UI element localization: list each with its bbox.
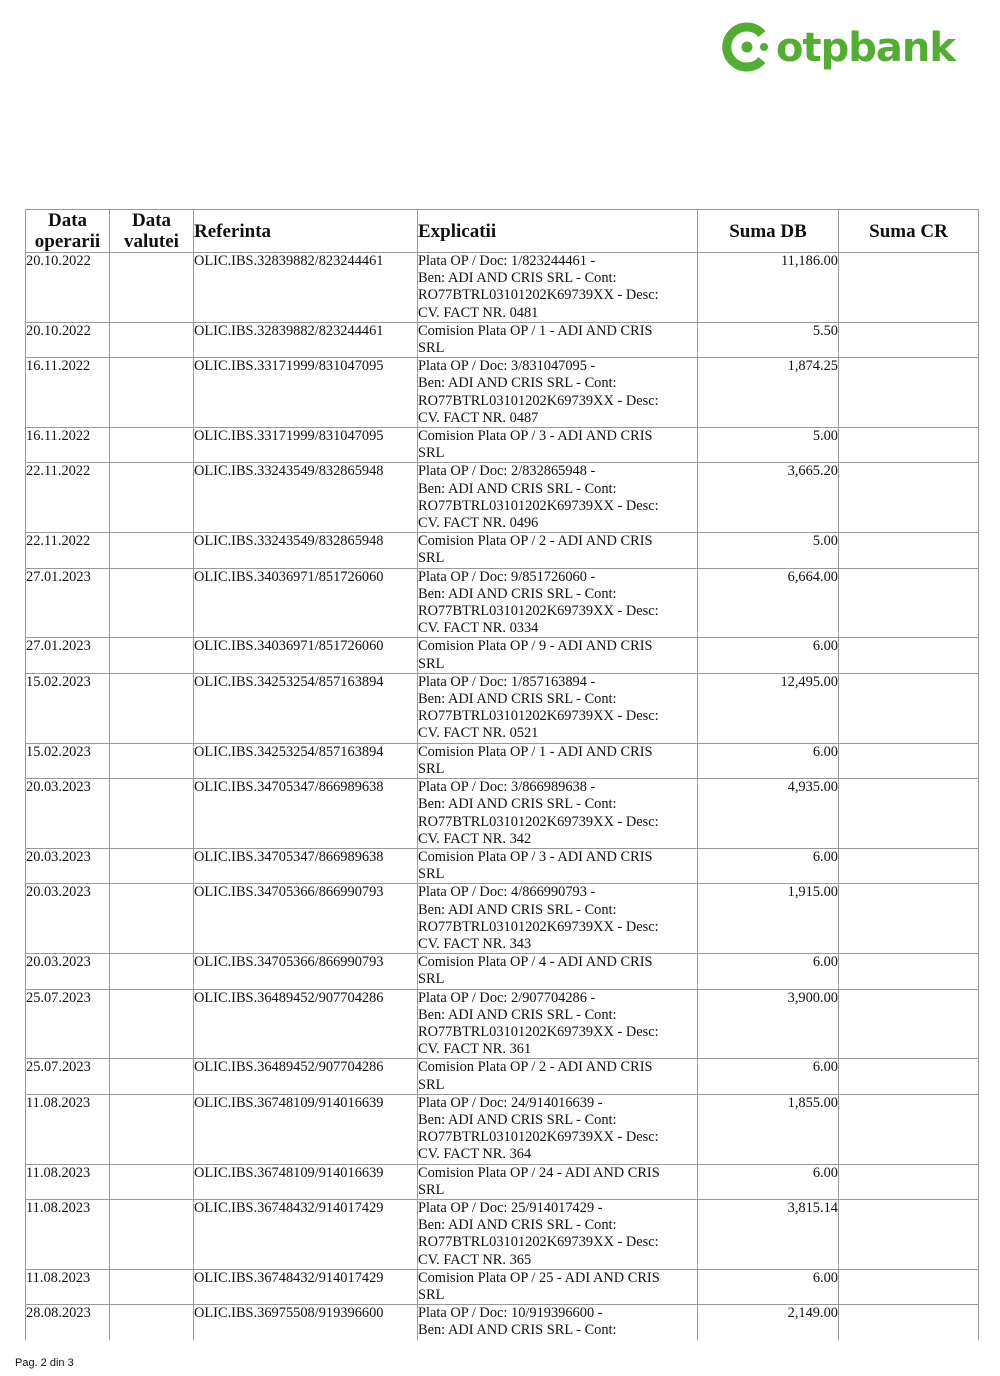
table-row: [26, 1164, 979, 1199]
explicatii-line: SRL: [418, 760, 445, 777]
cell-suma-db: 2,149.00: [698, 1305, 839, 1340]
cell-data-valutei: [110, 638, 194, 673]
table-row: [26, 1305, 979, 1340]
cell-suma-cr: [839, 884, 979, 954]
table-row: [26, 1094, 979, 1164]
explicatii-line: Comision Plata OP / 2 - ADI AND CRIS: [418, 533, 653, 550]
cell-data-valutei: [110, 1305, 194, 1340]
cell-suma-cr: [839, 463, 979, 533]
cell-data-valutei: [110, 322, 194, 357]
explicatii-line: Comision Plata OP / 4 - ADI AND CRIS: [418, 954, 653, 971]
explicatii-line: CV. FACT NR. 0496: [418, 515, 539, 532]
cell-referinta: OLIC.IBS.36489452/907704286: [194, 1059, 418, 1094]
cell-data-operarii: 27.01.2023: [26, 568, 110, 638]
explicatii-line: SRL: [418, 445, 445, 462]
cell-suma-db: 6.00: [698, 743, 839, 778]
cell-suma-db: 6.00: [698, 1269, 839, 1304]
cell-explicatii: [418, 743, 698, 778]
cell-data-operarii: 15.02.2023: [26, 673, 110, 743]
cell-referinta: OLIC.IBS.34036971/851726060: [194, 638, 418, 673]
cell-explicatii: [418, 884, 698, 954]
cell-referinta: OLIC.IBS.33171999/831047095: [194, 428, 418, 463]
explicatii-line: RO77BTRL03101202K69739XX - Desc:: [418, 603, 659, 620]
cell-data-valutei: [110, 673, 194, 743]
table-row: [26, 779, 979, 849]
cell-data-operarii: 11.08.2023: [26, 1164, 110, 1199]
page-number: Pag. 2 din 3: [15, 1357, 74, 1369]
cell-suma-db: 6.00: [698, 954, 839, 989]
explicatii-line: Ben: ADI AND CRIS SRL - Cont:: [418, 1322, 617, 1339]
explicatii-line: RO77BTRL03101202K69739XX - Desc:: [418, 1234, 659, 1251]
explicatii-line: CV. FACT NR. 365: [418, 1251, 532, 1268]
cell-explicatii: [418, 1269, 698, 1304]
cell-suma-db: 5.50: [698, 322, 839, 357]
cell-data-operarii: 20.03.2023: [26, 954, 110, 989]
table-row: [26, 884, 979, 954]
cell-data-operarii: 15.02.2023: [26, 743, 110, 778]
table-row: [26, 568, 979, 638]
cell-explicatii: [418, 253, 698, 323]
cell-data-operarii: 16.11.2022: [26, 428, 110, 463]
explicatii-line: Comision Plata OP / 9 - ADI AND CRIS: [418, 638, 653, 655]
cell-referinta: OLIC.IBS.34705366/866990793: [194, 884, 418, 954]
explicatii-line: SRL: [418, 866, 445, 883]
cell-data-operarii: 25.07.2023: [26, 1059, 110, 1094]
cell-data-operarii: 11.08.2023: [26, 1094, 110, 1164]
explicatii-line: Comision Plata OP / 24 - ADI AND CRIS: [418, 1164, 660, 1181]
cell-data-valutei: [110, 1094, 194, 1164]
explicatii-line: SRL: [418, 655, 445, 672]
cell-suma-cr: [839, 1164, 979, 1199]
cell-referinta: OLIC.IBS.36975508/919396600: [194, 1305, 418, 1340]
cell-explicatii: [418, 1059, 698, 1094]
cell-data-operarii: 27.01.2023: [26, 638, 110, 673]
cell-suma-cr: [839, 358, 979, 428]
explicatii-line: Plata OP / Doc: 4/866990793 -: [418, 884, 596, 901]
col-data-valutei: Data valutei: [110, 210, 194, 253]
cell-data-operarii: 28.08.2023: [26, 1305, 110, 1340]
cell-explicatii: [418, 989, 698, 1059]
cell-data-operarii: 20.10.2022: [26, 253, 110, 323]
statement-table: [25, 209, 979, 1340]
table-row: [26, 743, 979, 778]
cell-data-operarii: 20.03.2023: [26, 779, 110, 849]
explicatii-line: Comision Plata OP / 25 - ADI AND CRIS: [418, 1269, 660, 1286]
cell-suma-db: 6.00: [698, 848, 839, 883]
cell-referinta: OLIC.IBS.34253254/857163894: [194, 743, 418, 778]
cell-data-valutei: [110, 253, 194, 323]
cell-explicatii: [418, 954, 698, 989]
explicatii-line: RO77BTRL03101202K69739XX - Desc:: [418, 813, 659, 830]
explicatii-line: CV. FACT NR. 0487: [418, 409, 539, 426]
explicatii-line: Ben: ADI AND CRIS SRL - Cont:: [418, 1217, 617, 1234]
explicatii-line: SRL: [418, 1076, 445, 1093]
cell-suma-cr: [839, 673, 979, 743]
table-header-row: [26, 210, 979, 253]
cell-data-operarii: 22.11.2022: [26, 533, 110, 568]
table-row: [26, 673, 979, 743]
cell-suma-db: 4,935.00: [698, 779, 839, 849]
cell-data-valutei: [110, 884, 194, 954]
cell-suma-cr: [839, 1199, 979, 1269]
cell-data-valutei: [110, 954, 194, 989]
table-row: [26, 463, 979, 533]
otp-emblem-icon: [722, 22, 770, 72]
explicatii-line: SRL: [418, 550, 445, 567]
cell-data-operarii: 11.08.2023: [26, 1269, 110, 1304]
otpbank-logo: [722, 22, 955, 74]
cell-suma-db: 3,665.20: [698, 463, 839, 533]
explicatii-line: CV. FACT NR. 364: [418, 1146, 532, 1163]
explicatii-line: Plata OP / Doc: 2/907704286 -: [418, 989, 596, 1006]
explicatii-line: CV. FACT NR. 0521: [418, 725, 539, 742]
cell-data-valutei: [110, 358, 194, 428]
cell-data-valutei: [110, 1269, 194, 1304]
explicatii-line: Ben: ADI AND CRIS SRL - Cont:: [418, 480, 617, 497]
cell-suma-db: 1,874.25: [698, 358, 839, 428]
explicatii-line: CV. FACT NR. 342: [418, 830, 532, 847]
explicatii-line: Ben: ADI AND CRIS SRL - Cont:: [418, 796, 617, 813]
cell-suma-cr: [839, 743, 979, 778]
explicatii-line: Comision Plata OP / 3 - ADI AND CRIS: [418, 848, 653, 865]
explicatii-line: Ben: ADI AND CRIS SRL - Cont:: [418, 1006, 617, 1023]
cell-referinta: OLIC.IBS.36748109/914016639: [194, 1094, 418, 1164]
cell-data-valutei: [110, 848, 194, 883]
cell-data-valutei: [110, 1164, 194, 1199]
cell-explicatii: [418, 1094, 698, 1164]
explicatii-line: CV. FACT NR. 361: [418, 1041, 532, 1058]
cell-suma-cr: [839, 533, 979, 568]
logo-wordmark: otpbank: [776, 25, 955, 71]
col-explicatii: Explicatii: [418, 210, 698, 253]
explicatii-line: RO77BTRL03101202K69739XX - Desc:: [418, 1129, 659, 1146]
explicatii-line: Plata OP / Doc: 10/919396600 -: [418, 1305, 603, 1322]
cell-referinta: OLIC.IBS.34036971/851726060: [194, 568, 418, 638]
explicatii-line: Ben: ADI AND CRIS SRL - Cont:: [418, 901, 617, 918]
explicatii-line: Plata OP / Doc: 2/832865948 -: [418, 463, 596, 480]
cell-data-operarii: 20.03.2023: [26, 848, 110, 883]
cell-data-operarii: 22.11.2022: [26, 463, 110, 533]
cell-explicatii: [418, 1199, 698, 1269]
cell-referinta: OLIC.IBS.36748109/914016639: [194, 1164, 418, 1199]
cell-suma-cr: [839, 848, 979, 883]
cell-suma-cr: [839, 1305, 979, 1340]
explicatii-line: Plata OP / Doc: 1/857163894 -: [418, 673, 596, 690]
table-row: [26, 848, 979, 883]
cell-suma-cr: [839, 638, 979, 673]
cell-explicatii: [418, 428, 698, 463]
explicatii-line: Ben: ADI AND CRIS SRL - Cont:: [418, 1111, 617, 1128]
cell-suma-db: 11,186.00: [698, 253, 839, 323]
cell-data-operarii: 16.11.2022: [26, 358, 110, 428]
explicatii-line: Ben: ADI AND CRIS SRL - Cont:: [418, 270, 617, 287]
explicatii-line: RO77BTRL03101202K69739XX - Desc:: [418, 1023, 659, 1040]
table-row: [26, 322, 979, 357]
cell-data-valutei: [110, 533, 194, 568]
cell-explicatii: [418, 568, 698, 638]
cell-suma-cr: [839, 989, 979, 1059]
cell-referinta: OLIC.IBS.32839882/823244461: [194, 322, 418, 357]
cell-suma-cr: [839, 253, 979, 323]
cell-referinta: OLIC.IBS.36489452/907704286: [194, 989, 418, 1059]
explicatii-line: Comision Plata OP / 3 - ADI AND CRIS: [418, 428, 653, 445]
cell-referinta: OLIC.IBS.32839882/823244461: [194, 253, 418, 323]
cell-data-valutei: [110, 568, 194, 638]
cell-referinta: OLIC.IBS.33171999/831047095: [194, 358, 418, 428]
explicatii-line: Plata OP / Doc: 25/914017429 -: [418, 1199, 603, 1216]
cell-explicatii: [418, 322, 698, 357]
explicatii-line: Comision Plata OP / 1 - ADI AND CRIS: [418, 322, 653, 339]
explicatii-line: RO77BTRL03101202K69739XX - Desc:: [418, 708, 659, 725]
cell-suma-cr: [839, 568, 979, 638]
explicatii-line: Comision Plata OP / 2 - ADI AND CRIS: [418, 1059, 653, 1076]
explicatii-line: Plata OP / Doc: 3/866989638 -: [418, 779, 596, 796]
explicatii-line: Ben: ADI AND CRIS SRL - Cont:: [418, 375, 617, 392]
table-row: [26, 638, 979, 673]
explicatii-line: SRL: [418, 1181, 445, 1198]
cell-data-operarii: 25.07.2023: [26, 989, 110, 1059]
cell-data-valutei: [110, 743, 194, 778]
cell-suma-db: 1,915.00: [698, 884, 839, 954]
col-referinta: Referinta: [194, 210, 418, 253]
col-suma-db: Suma DB: [698, 210, 839, 253]
explicatii-line: Comision Plata OP / 1 - ADI AND CRIS: [418, 743, 653, 760]
cell-explicatii: [418, 358, 698, 428]
explicatii-line: RO77BTRL03101202K69739XX - Desc:: [418, 497, 659, 514]
cell-data-operarii: 20.03.2023: [26, 884, 110, 954]
cell-explicatii: [418, 779, 698, 849]
explicatii-line: Ben: ADI AND CRIS SRL - Cont:: [418, 585, 617, 602]
cell-explicatii: [418, 673, 698, 743]
col-suma-cr: Suma CR: [839, 210, 979, 253]
cell-explicatii: [418, 848, 698, 883]
table-row: [26, 533, 979, 568]
explicatii-line: Plata OP / Doc: 1/823244461 -: [418, 253, 596, 269]
explicatii-line: RO77BTRL03101202K69739XX - Desc:: [418, 287, 659, 304]
explicatii-line: SRL: [418, 1286, 445, 1303]
explicatii-line: SRL: [418, 971, 445, 988]
cell-suma-cr: [839, 1059, 979, 1094]
cell-referinta: OLIC.IBS.34253254/857163894: [194, 673, 418, 743]
table-row: [26, 1059, 979, 1094]
explicatii-line: CV. FACT NR. 343: [418, 935, 532, 952]
cell-referinta: OLIC.IBS.34705347/866989638: [194, 779, 418, 849]
cell-data-valutei: [110, 779, 194, 849]
cell-data-valutei: [110, 1199, 194, 1269]
explicatii-line: Plata OP / Doc: 9/851726060 -: [418, 568, 596, 585]
cell-suma-db: 5.00: [698, 533, 839, 568]
cell-suma-cr: [839, 428, 979, 463]
cell-data-valutei: [110, 989, 194, 1059]
cell-suma-cr: [839, 1269, 979, 1304]
cell-data-valutei: [110, 1059, 194, 1094]
explicatii-line: RO77BTRL03101202K69739XX - Desc:: [418, 392, 659, 409]
explicatii-line: Plata OP / Doc: 24/914016639 -: [418, 1094, 603, 1111]
table-row: [26, 1199, 979, 1269]
cell-data-valutei: [110, 428, 194, 463]
cell-data-valutei: [110, 463, 194, 533]
cell-referinta: OLIC.IBS.33243549/832865948: [194, 463, 418, 533]
table-row: [26, 989, 979, 1059]
cell-referinta: OLIC.IBS.34705366/866990793: [194, 954, 418, 989]
cell-suma-db: 6.00: [698, 1164, 839, 1199]
cell-explicatii: [418, 1164, 698, 1199]
cell-suma-db: 3,815.14: [698, 1199, 839, 1269]
cell-explicatii: [418, 533, 698, 568]
cell-suma-cr: [839, 322, 979, 357]
explicatii-line: RO77BTRL03101202K69739XX - Desc:: [418, 918, 659, 935]
cell-explicatii: [418, 463, 698, 533]
cell-data-operarii: 20.10.2022: [26, 322, 110, 357]
table-row: [26, 253, 979, 323]
cell-suma-db: 12,495.00: [698, 673, 839, 743]
cell-explicatii: [418, 638, 698, 673]
table-row: [26, 1269, 979, 1304]
cell-data-operarii: 11.08.2023: [26, 1199, 110, 1269]
cell-suma-db: 6.00: [698, 638, 839, 673]
explicatii-line: Plata OP / Doc: 3/831047095 -: [418, 358, 596, 375]
cell-referinta: OLIC.IBS.34705347/866989638: [194, 848, 418, 883]
cell-explicatii: [418, 1305, 698, 1340]
cell-suma-db: 3,900.00: [698, 989, 839, 1059]
table-row: [26, 358, 979, 428]
cell-suma-db: 6,664.00: [698, 568, 839, 638]
cell-suma-db: 1,855.00: [698, 1094, 839, 1164]
cell-referinta: OLIC.IBS.36748432/914017429: [194, 1269, 418, 1304]
cell-suma-cr: [839, 1094, 979, 1164]
explicatii-line: CV. FACT NR. 0334: [418, 620, 539, 637]
col-data-operarii: Data operarii: [26, 210, 110, 253]
explicatii-line: Ben: ADI AND CRIS SRL - Cont:: [418, 691, 617, 708]
explicatii-line: CV. FACT NR. 0481: [418, 304, 539, 321]
cell-suma-db: 5.00: [698, 428, 839, 463]
table-row: [26, 428, 979, 463]
cell-referinta: OLIC.IBS.36748432/914017429: [194, 1199, 418, 1269]
cell-referinta: OLIC.IBS.33243549/832865948: [194, 533, 418, 568]
table-row: [26, 954, 979, 989]
cell-suma-cr: [839, 779, 979, 849]
cell-suma-cr: [839, 954, 979, 989]
explicatii-line: SRL: [418, 340, 445, 357]
cell-suma-db: 6.00: [698, 1059, 839, 1094]
